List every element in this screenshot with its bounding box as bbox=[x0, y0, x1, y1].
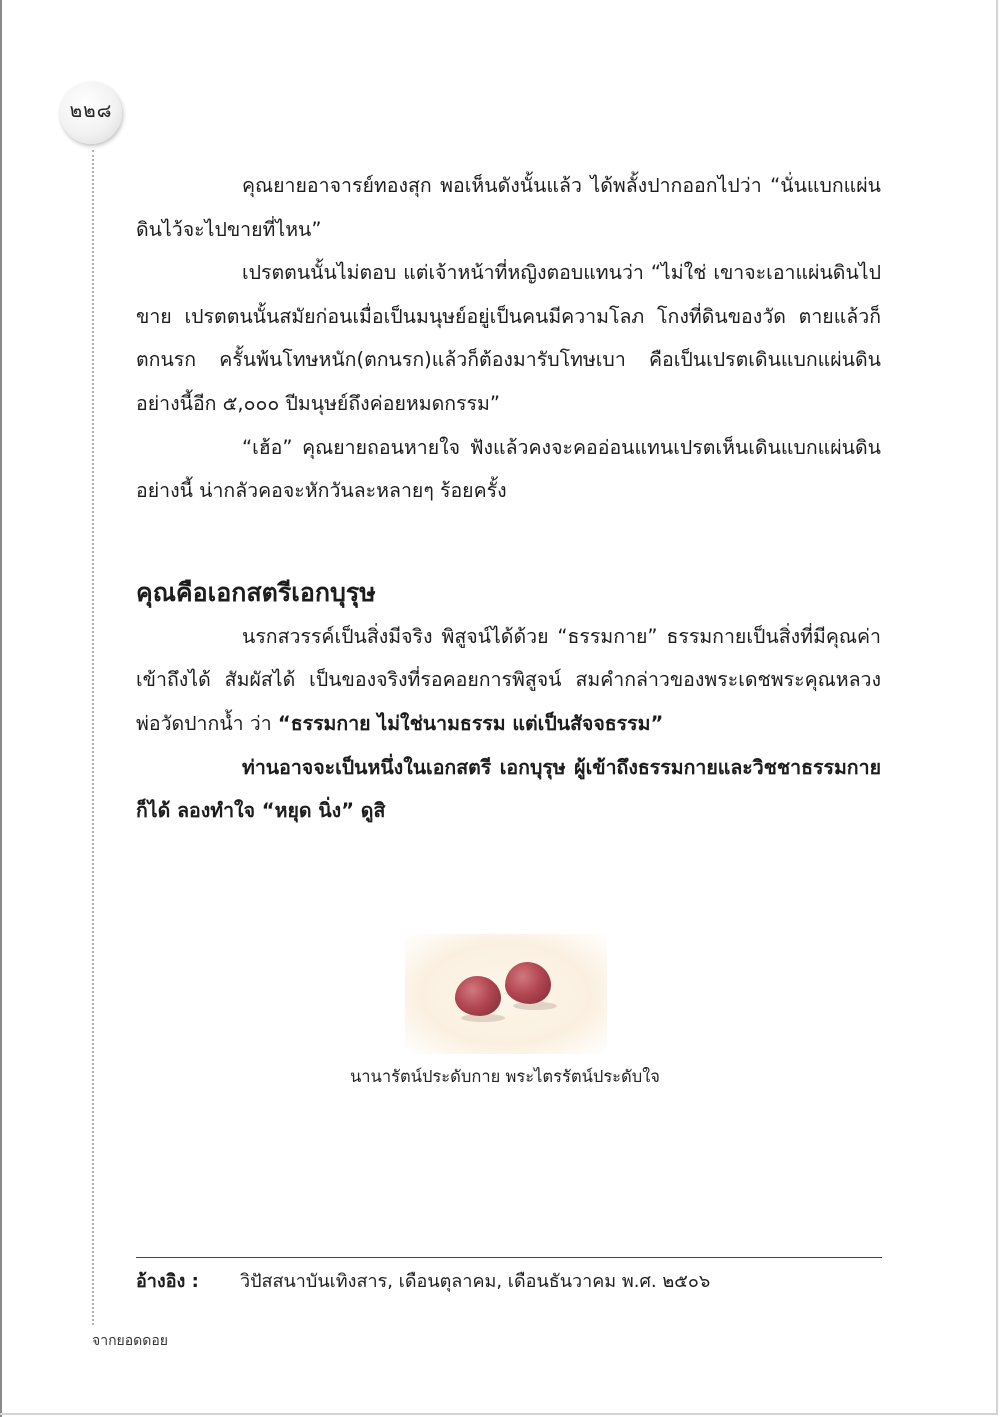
image-caption: นานารัตน์ประดับกาย พระไตรรัตน์ประดับใจ bbox=[350, 1067, 660, 1086]
footer-book-title: จากยอดดอย bbox=[92, 1333, 168, 1349]
red-gem-icon bbox=[455, 976, 501, 1016]
section-paragraph-text: นรกสวรรค์เป็นสิ่งมีจริง พิสูจน์ได้ด้วย “ธรรมกาย” ธรรมกายเป็นสิ่งที่มีคุณค่า เข้าถึงได้ สัมผัสได้ เป็นของจริงที่รอคอยการพิสูจน์ สมคำกล่าวของพระเดชพระคุณหลวงพ่อวัดปากน้ำ ว่า bbox=[136, 624, 881, 735]
reference-label: อ้างอิง : bbox=[136, 1271, 199, 1292]
paragraph-1: คุณยายอาจารย์ทองสุก พอเห็นดังนั้นแล้ว ได้พลั้งปากออกไปว่า “นั่นแบกแผ่นดินไว้จะไปขายที่ไหน” bbox=[136, 174, 881, 241]
paragraph-3: “เฮ้อ” คุณยายถอนหายใจ ฟังแล้วคงจะคออ่อนแทนเปรตเห็นเดินแบกแผ่นดินอย่างนี้ น่ากลัวคอจะหักวันละหลายๆ ร้อยครั้ง bbox=[136, 435, 881, 503]
section-paragraph bbox=[136, 615, 881, 746]
closing-paragraph: ท่านอาจจะเป็นหนึ่งในเอกสตรี เอกบุรุษ ผู้เข้าถึงธรรมกายและวิชชาธรรมกายก็ได้ ลองทำใจ “หยุด นิ่ง” ดูสิ bbox=[136, 755, 881, 823]
section-paragraph-quote: “ธรรมกาย ไม่ใช่นามธรรม แต่เป็นสัจจธรรม” bbox=[277, 711, 664, 735]
paragraph-2: เปรตตนนั้นไม่ตอบ แต่เจ้าหน้าที่หญิงตอบแทนว่า “ไม่ใช่ เขาจะเอาแผ่นดินไปขาย เปรตตนนั้นสมัยก่อนเมื่อเป็นมนุษย์อยู่เป็นคนมีความโลภ โกงที่ดินของวัด ตายแล้วก็ตกนรก ครั้นพ้นโทษหนัก(ตกนรก)แล้วก็ต้องมารับโทษเบา คือเป็นเปรตเดินแบกแผ่นดินอย่างนี้อีก ๕,๐๐๐ ปีมนุษย์ถึงค่อยหมดกรรม” bbox=[136, 261, 881, 415]
red-gem-icon bbox=[505, 962, 551, 1004]
gemstone-image bbox=[405, 934, 607, 1054]
reference-divider bbox=[136, 1257, 882, 1258]
dotted-margin-rule bbox=[92, 150, 94, 1325]
page-number: ๒๒๘ bbox=[69, 100, 113, 122]
reference-text: วิปัสสนาบันเทิงสาร, เดือนตุลาคม, เดือนธันวาคม พ.ศ. ๒๕๐๖ bbox=[240, 1271, 711, 1292]
main-text bbox=[136, 164, 881, 833]
section-title: คุณคือเอกสตรีเอกบุรุษ bbox=[136, 577, 376, 607]
